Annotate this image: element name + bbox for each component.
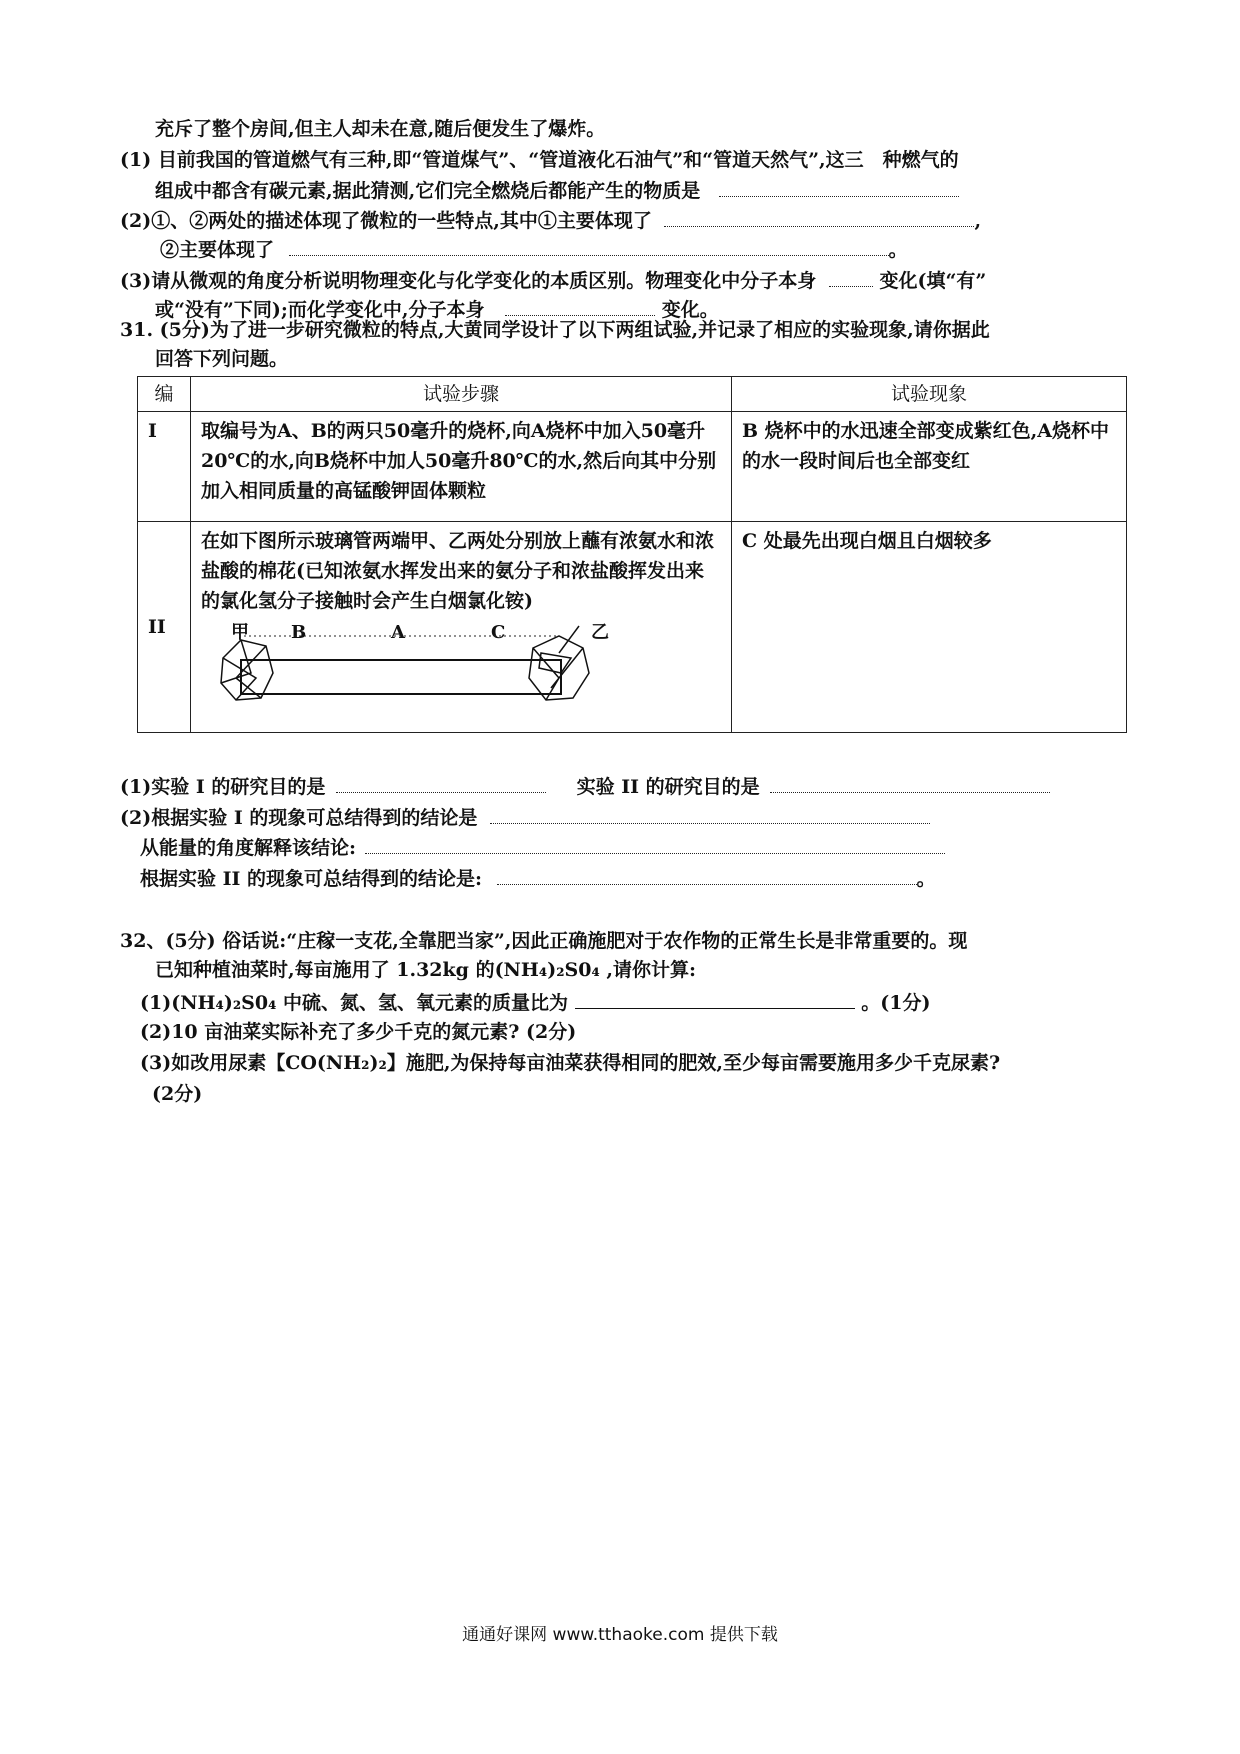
row-result: B 烧杯中的水迅速全部变成紫红色,A烧杯中的水一段时间后也全部变红 [732, 412, 1127, 522]
q30-p2-text: (2)①、②两处的描述体现了微粒的一些特点,其中①主要体现了 [120, 210, 652, 232]
answer-blank[interactable] [336, 772, 546, 793]
q32-s3-line2: (2分) [152, 1083, 203, 1105]
q31-a2c-text: 根据实验 II 的现象可总结得到的结论是: [140, 868, 483, 890]
q30-p3-text: (3)请从微观的角度分析说明物理变化与化学变化的本质区别。物理变化中分子本身 [120, 270, 817, 292]
q30-p1-text: 组成中都含有碳元素,据此猜测,它们完全燃烧后都能产生的物质是 [155, 180, 701, 202]
answer-blank[interactable] [505, 295, 655, 316]
header-result: 试验现象 [732, 377, 1127, 412]
q31-a2b-text: 从能量的角度解释该结论: [140, 837, 357, 859]
table-row [138, 522, 1127, 733]
row-step: 在如下图所示玻璃管两端甲、乙两处分别放上蘸有浓氨水和浓盐酸的棉花(已知浓氨水挥发出来的氨分子和浓盐酸挥发出来的氯化氢分子接触时会产生白烟氯化铵) [201, 530, 715, 612]
q30-p3b-text: 或“没有”下同);而化学变化中,分子本身 [155, 299, 485, 321]
tube-label-b: B [291, 622, 307, 643]
q32-s2-line: (2)10 亩油菜实际补充了多少千克的氮元素? (2分) [140, 1021, 577, 1043]
answer-blank[interactable] [289, 235, 889, 256]
tube-label-jia: 甲 [231, 622, 249, 643]
row-step-cell [191, 522, 732, 733]
q32-s3-line1: (3)如改用尿素【CO(NH₂)₂】施肥,为保持每亩油菜获得相同的肥效,至少每亩需要施用多少千克尿素? [140, 1052, 1001, 1074]
tube-label-yi: 乙 [591, 622, 609, 643]
q31-a2-line3: 根据实验 II 的现象可总结得到的结论是: 。 [140, 864, 936, 892]
table-header-row [138, 377, 1127, 412]
q31-heading-line2: 回答下列问题。 [155, 348, 289, 370]
page-footer: 通通好课网 www.tthaoke.com 提供下载 [462, 1625, 778, 1645]
q30-p1-line2 [155, 176, 959, 204]
intro-line: 充斥了整个房间,但主人却未在意,随后便发生了爆炸。 [155, 118, 606, 140]
table-row [138, 412, 1127, 522]
experiment-table [137, 376, 1127, 733]
q32-line2: 已知种植油菜时,每亩施用了 1.32kg 的(NH₄)₂S0₄ ,请你计算: [155, 959, 697, 981]
q30-p3b-end: 变化。 [661, 299, 719, 321]
q30-p3-line1 [120, 266, 986, 294]
q32-line1: 32、(5分) 俗话说:“庄稼一支花,全靠肥当家”,因此正确施肥对于农作物的正常生长是非常重要的。现 [120, 930, 968, 952]
q30-p2-line1: (2)①、②两处的描述体现了微粒的一些特点,其中①主要体现了 , [120, 206, 981, 234]
row-id: I [138, 412, 191, 522]
q31-a2-text: (2)根据实验 I 的现象可总结得到的结论是 [120, 807, 478, 829]
q30-p1-line1: (1) 目前我国的管道燃气有三种,即“管道煤气”、“管道液化石油气”和“管道天然气”,这三 种燃气的 [120, 149, 959, 171]
header-id: 编 [138, 377, 191, 412]
answer-blank[interactable] [719, 176, 959, 197]
cotton-left-icon [221, 640, 273, 700]
cotton-right-icon [529, 626, 589, 700]
q30-p2-line2: ②主要体现了 。 [160, 235, 908, 263]
tube-label-c: C [491, 622, 506, 643]
q32-s1-line [140, 988, 930, 1016]
answer-blank[interactable] [829, 266, 873, 287]
glass-tube [241, 660, 561, 694]
q31-a1-line [120, 772, 1050, 800]
answer-blank[interactable] [490, 803, 930, 824]
row-id: II [138, 522, 191, 733]
q31-a1b-text: 实验 II 的研究目的是 [576, 776, 760, 798]
row-step: 取编号为A、B的两只50毫升的烧杯,向A烧杯中加入50毫升20℃的水,向B烧杯中加人50毫升80℃的水,然后向其中分别加入相同质量的高锰酸钾固体颗粒 [191, 412, 732, 522]
q30-p3-text2: 变化(填“有” [879, 270, 987, 292]
answer-blank[interactable] [575, 988, 855, 1009]
q31-a1-text: (1)实验 I 的研究目的是 [120, 776, 326, 798]
q31-heading-line1: 31. (5分)为了进一步研究微粒的特点,大黄同学设计了以下两组试验,并记录了相应的实验现象,请你据此 [120, 319, 990, 341]
header-step: 试验步骤 [191, 377, 732, 412]
q30-p2b-text: ②主要体现了 [160, 239, 275, 261]
glass-tube-diagram [201, 618, 721, 728]
q32-s1-text: (1)(NH₄)₂S0₄ 中硫、氮、氢、氧元素的质量比为 [140, 992, 569, 1014]
tube-svg [211, 618, 611, 728]
answer-blank[interactable] [365, 833, 945, 854]
answer-blank[interactable] [664, 206, 974, 227]
answer-blank[interactable] [497, 864, 917, 885]
q31-a2-line1 [120, 803, 930, 831]
answer-blank[interactable] [770, 772, 1050, 793]
q31-a2-line2 [140, 833, 945, 861]
tube-label-a: A [391, 622, 405, 643]
row-result: C 处最先出现白烟且白烟较多 [732, 522, 1127, 733]
q32-s1-score: 。(1分) [861, 992, 931, 1014]
